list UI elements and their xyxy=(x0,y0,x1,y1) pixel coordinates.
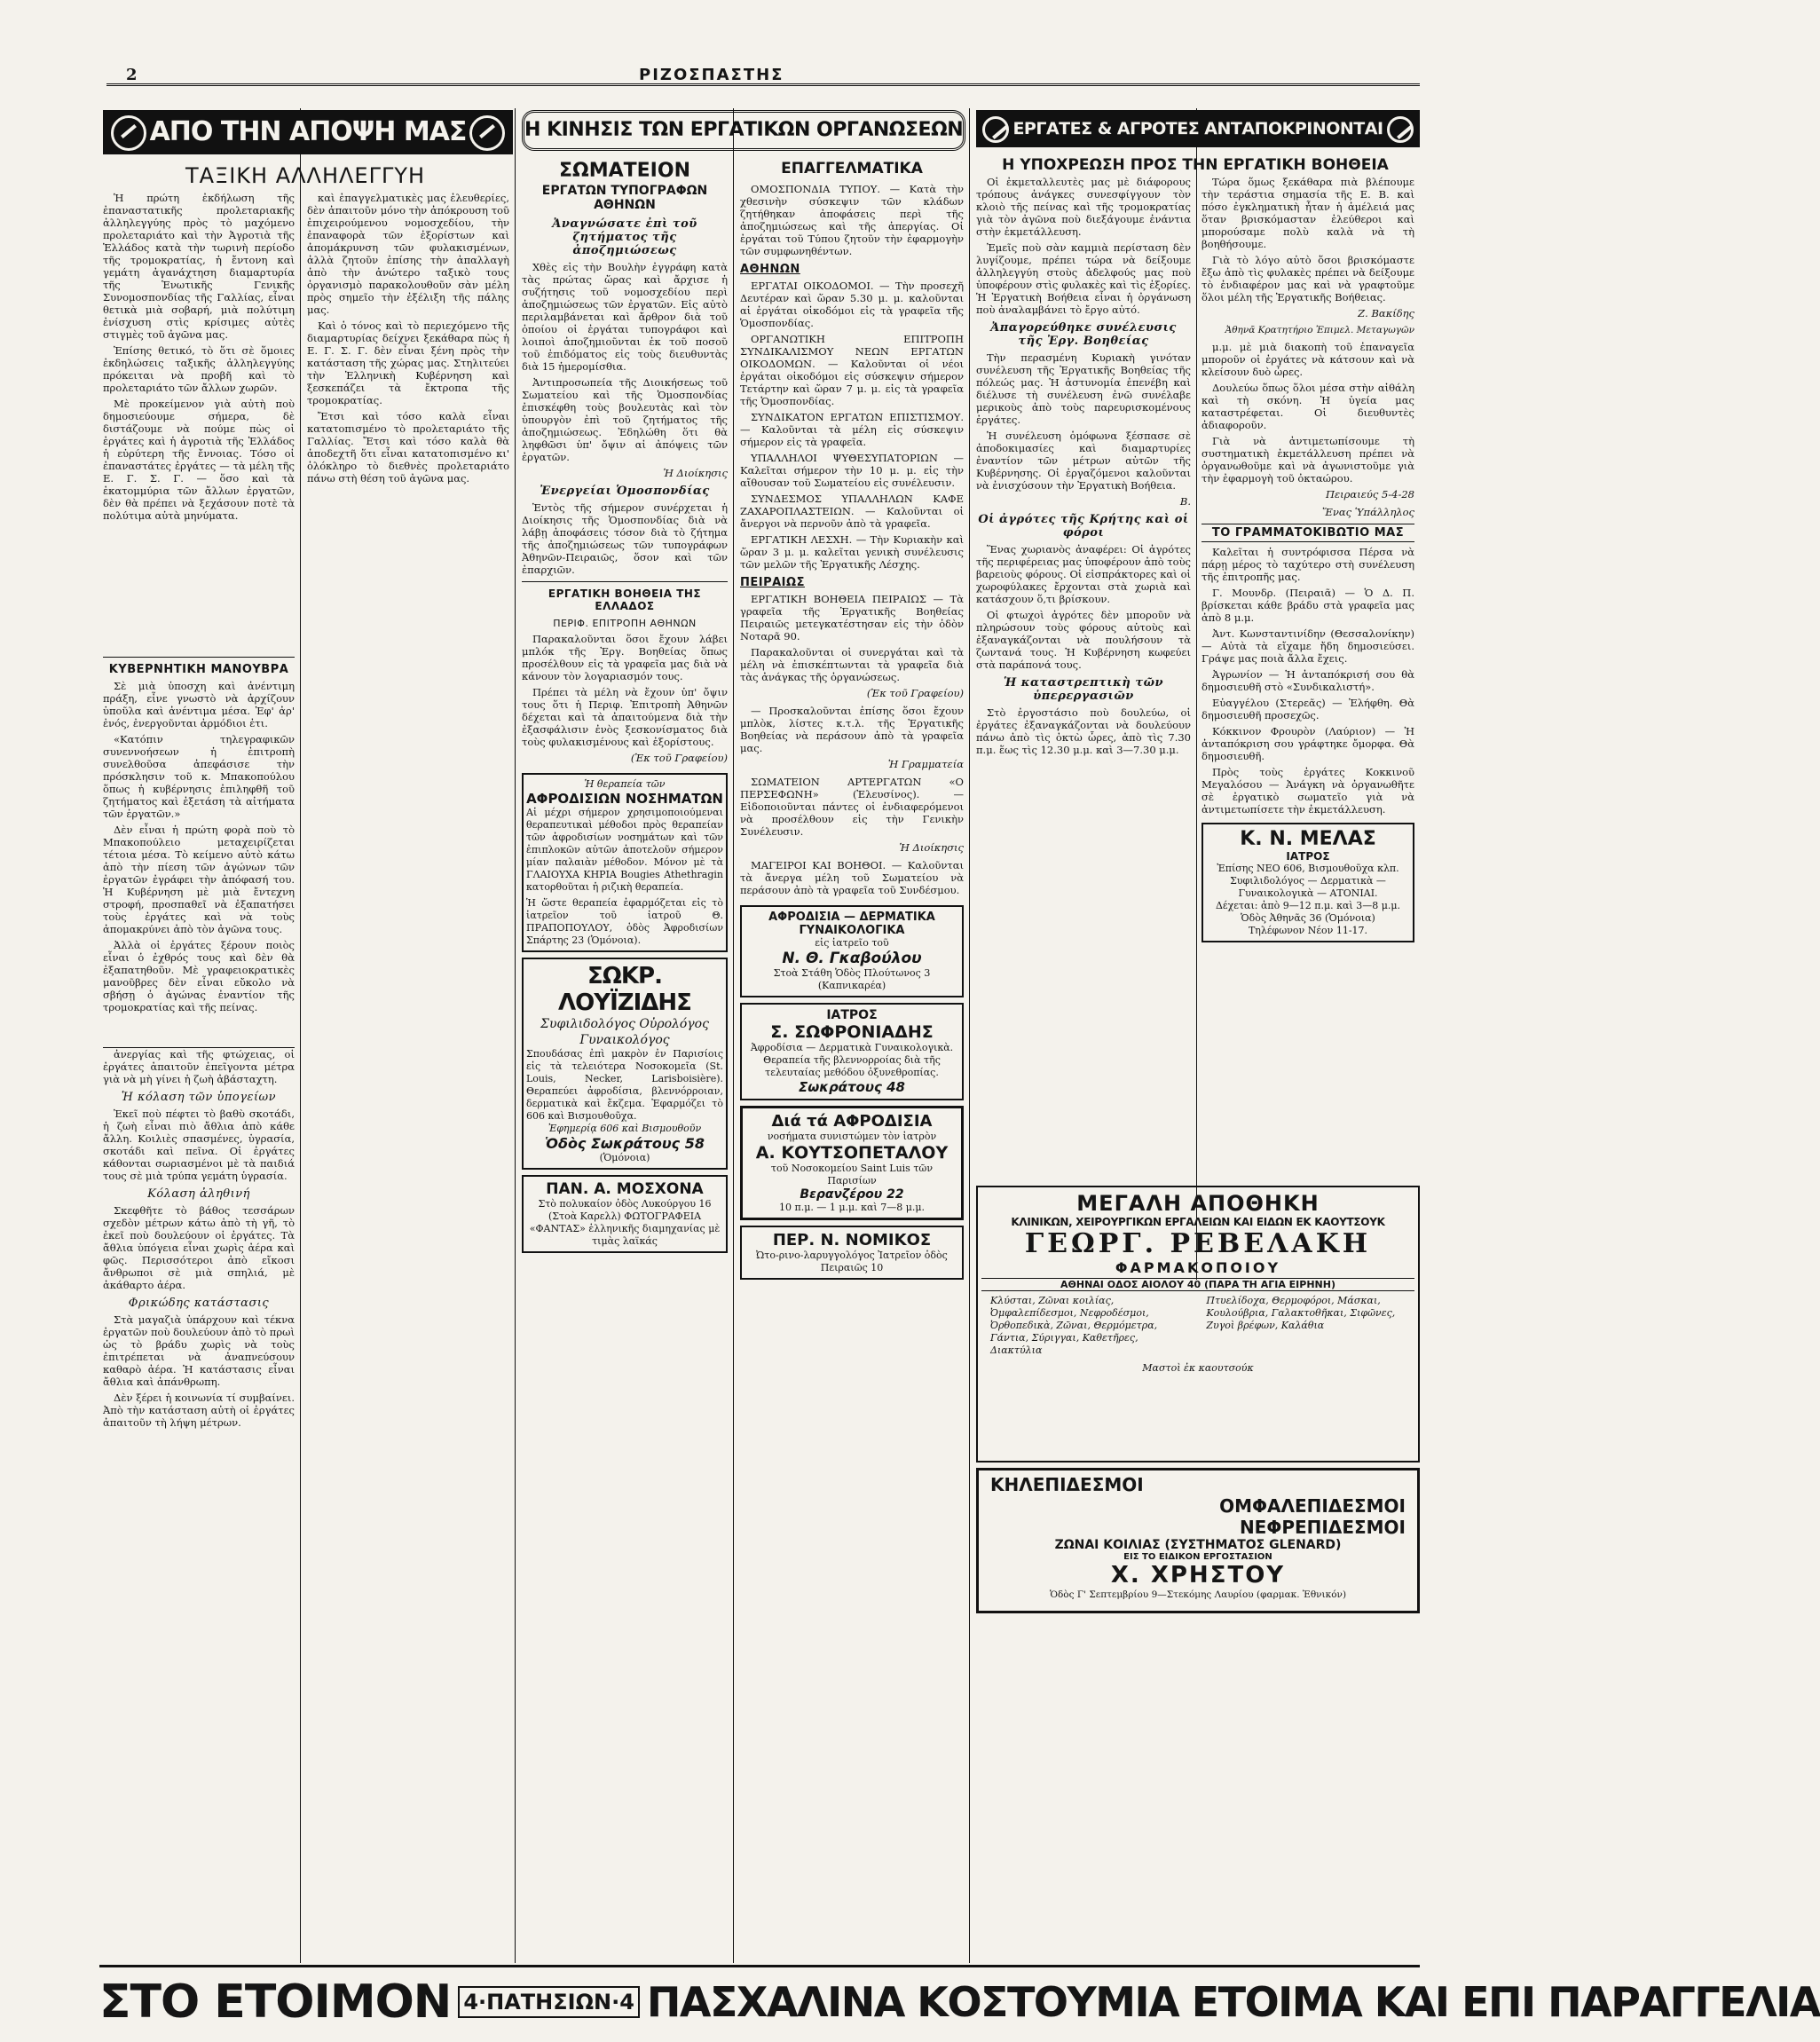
section-heading: ΑΘΗΝΩΝ xyxy=(740,263,800,276)
paragraph: ΥΠΑΛΛΗΛΟΙ ΨΥΘΕΣΥΠΑΤΟΡΙΩΝ — Καλεῖται σήμερον τὴν 10 μ. μ. εἰς τὴν αἴθουσαν τοῦ Σωματείου εἰς συνέλευσιν. xyxy=(740,452,964,489)
subheading: Ἡ κόλαση τῶν ὑπογείων xyxy=(121,1091,277,1104)
advertisement-pharmacy xyxy=(976,1186,1420,1463)
ad-role: ΦΑΡΜΑΚΟΠΟΙΟΥ xyxy=(1115,1259,1281,1276)
ad-line: ΖΩΝΑΙ ΚΟΙΛΙΑΣ (ΣΥΣΤΗΜΑΤΟΣ GLENARD) xyxy=(1054,1538,1342,1552)
paragraph: Ἡ πρώτη ἐκδήλωση τῆς ἐπαναστατικῆς προλεταριακῆς ἀλληλεγγύης πρὸς τὸ μαχόμενο προλεταριάτο καὶ τὴν Ἀγροτιὰ τῆς Ἑλλάδος κατὰ τὴν τωρινὴ περίοδο τῆς τρομοκρατίας, ἡ ἔντονη καὶ γεμάτη ἀγανάχτηση διαμαρτυρία τῆς Ἑνωτικῆς Γενικῆς Συνομοσπονδίας τῆς Γαλλίας, εἶναι θετικὰ μιὰ σοβαρή, μιὰ πολύτιμη ἐνίσχυση στὶς κρίσιμες αὐτὲς στιγμὲς τοῦ ἀγῶνα μας. xyxy=(103,192,295,341)
section-banner-from-our-view: ΑΠΟ ΤΗΝ ΑΠΟΨΗ ΜΑΣ xyxy=(103,110,513,154)
paragraph: ΣΥΝΔΕΣΜΟΣ ΥΠΑΛΛΗΛΩΝ ΚΑΦΕ ΖΑΧΑΡΟΠΛΑΣΤΕΙΩΝ. — Καλοῦνται οἱ ἄνεργοι νὰ περνοῦν ἀπὸ τὰ γραφεῖα. xyxy=(740,493,964,530)
advertisement-bandages xyxy=(976,1468,1420,1613)
ad-name: ΠΕΡ. Ν. ΝΟΜΙΚΟΣ xyxy=(772,1231,932,1250)
paragraph: Οἱ ἐκμεταλλευτὲς μας μὲ διάφορους τρόπους ἀνάγκες συνεσφίγγουν τὸν κλοιὸ τῆς πείνας καὶ τῆς τρομοκρατίας γιὰ τὸν ἀγῶνα ποὺ διεξάγουμε ἐνάντια στὴν ἐκμετάλλευση. xyxy=(976,176,1191,238)
paragraph: Οἱ φτωχοὶ ἀγρότες δὲν μποροῦν νὰ πληρώσουν τοὺς φόρους αὐτοὺς καὶ ἐξαναγκάζονται νὰ πουλήσουν τὰ ζωντανά τους. Ἡ Κυβέρνηση κωφεύει στὰ παράπονά τους. xyxy=(976,609,1191,671)
bottom-advertisement-banner xyxy=(99,1965,1820,2037)
ad-text: εἰς ἰατρεῖο τοῦ xyxy=(815,937,889,949)
hammer-sickle-icon xyxy=(982,116,1009,143)
paragraph: Ἀντ. Κωνσταντινίδην (Θεσσαλονίκην) — Αὐτὰ τὰ εἴχαμε ἤδη δημοσιεύσει. Γράψε μας ποιὰ ἄλλα ἔχεις. xyxy=(1202,627,1414,665)
ad-name: Κ. Ν. ΜΕΛΑΣ xyxy=(1240,828,1376,850)
page-number: 2 xyxy=(126,66,138,84)
ad-title: ΜΕΓΑΛΗ ΑΠΟΘΗΚΗ xyxy=(1076,1191,1320,1216)
subheading: Ἀναγνώσατε ἐπὶ τοῦ ζητήματος τῆς ἀποζημιώσεως xyxy=(552,217,697,257)
hammer-sickle-icon xyxy=(469,115,505,151)
paragraph: Δουλεύω ὅπως ὅλοι μέσα στὴν αἰθάλη καὶ τὴ σκόνη. Ἡ ὑγεία μας καταστρέφεται. Οἱ διευθυντὲς ἀδιαφοροῦν. xyxy=(1202,382,1414,431)
note: (Ἐκ τοῦ Γραφείου) xyxy=(866,687,964,699)
ad-text: Ἐφημερίᾳ 606 καὶ Βισμουθοῦν xyxy=(548,1123,702,1134)
ad-subtitle: ΚΛΙΝΙΚΩΝ, ΧΕΙΡΟΥΡΓΙΚΩΝ ΕΡΓΑΛΕΙΩΝ ΚΑΙ ΕΙΔΩΝ ΕΚ ΚΑΟΥΤΣΟΥΚ xyxy=(1011,1216,1385,1228)
article-title: ΤΑΞΙΚΗ ΑΛΛΗΛΕΓΓΥΗ xyxy=(185,163,426,188)
paragraph: Παρακαλοῦνται οἱ συνεργάται καὶ τὰ μέλη νὰ ἐπισκέπτωνται τὰ γραφεῖα διὰ τὰς ἀνάγκας τῆς ὀργανώσεως. xyxy=(740,646,964,683)
ad-text: Ἀφροδίσια — Δερματικὰ Γυναικολογικὰ. Θεραπεία τῆς βλεννορροίας διὰ τῆς τελευταίας μεθόδου ὀξυνεθροπίας. xyxy=(750,1042,954,1078)
ad-subtitle: ΙΑΤΡΟΣ xyxy=(1286,850,1330,863)
article-column xyxy=(976,176,1191,1179)
ad-text: Ἡ ὥστε θεραπεία ἐφαρμόζεται εἰς τὸ ἰατρεῖον τοῦ ἰατροῦ Θ. ΠΡΑΠΟΠΟΥΛΟΥ, ὁδὸς Ἀφροδισίων Σπάρτης 23 (Ὁμόνοια). xyxy=(526,897,723,946)
paragraph: Πρέπει τὰ μέλη νὰ ἔχουν ὑπ' ὄψιν τους ὅτι ἡ Περιφ. Ἐπιτροπὴ Ἀθηνῶν δέχεται καὶ τὰ ἀπαιτούμενα διὰ τὴν ἐξασφάλισιν ἐνὸς ξεσκονίσματος διὰ τοὺς φυλακισμένους καὶ ἐξορίστους. xyxy=(522,686,728,748)
subheading: Ἐνεργείαι Ὁμοσπονδίας xyxy=(540,485,710,498)
paragraph: «Κατόπιν τηλεγραφικῶν συνεννοήσεων ἡ ἐπιτροπὴ συνελθοῦσα ἀπεφάσισε τὴν πρόσκλησιν τοῦ κ. Μπακοπούλου ὅπως ἡ κυβέρνησις ἐπιληφθῆ τοῦ ζητήματος καὶ ἐξετάση τὰ αἰτήματα τῶν ἐργατῶν.» xyxy=(103,733,295,820)
paragraph: ΜΑΓΕΙΡΟΙ ΚΑΙ ΒΟΗΘΟΙ. — Καλοῦνται τὰ ἄνεργα μέλη τοῦ Σωματείου νὰ περάσουν ἀπὸ τὰ γραφεῖα τοῦ Συνδέσμου. xyxy=(740,859,964,896)
banner-right-text: ΠΑΣΧΑΛΙΝΑ ΚΟΣΤΟΥΜΙΑ ΕΤΟΙΜΑ ΚΑΙ ΕΠΙ ΠΑΡΑΓΓΕΛΙΑ xyxy=(646,1978,1820,2026)
ad-text: Αἱ μέχρι σήμερον χρησιμοποιούμεναι θεραπευτικαὶ μέθοδοι πρὸς θεραπείαν τῶν ἀφροδισίων νοσημάτων καὶ τῶν ἐπιπλοκῶν αὐτῶν ἀποτελοῦν σήμερον μίαν παλαιὰν μέθοδον. Μόνον μὲ τὰ ΓΛΑΙΟΥΧΑ ΚΗΡΙΑ Bougies Athethragin κατορθοῦται ἡ ριζικὴ θεραπεία. xyxy=(526,807,723,893)
ad-title: ΑΦΡΟΔΙΣΙΑ — ΔΕΡΜΑΤΙΚΑ ΓΥΝΑΙΚΟΛΟΓΙΚΑ xyxy=(768,911,935,937)
article-column xyxy=(103,1047,295,1960)
section-heading: ΕΠΑΓΓΕΛΜΑΤΙΚΑ xyxy=(781,160,923,177)
advertisement xyxy=(740,905,964,997)
column-divider xyxy=(1196,108,1197,1280)
ad-footer: Μαστοὶ ἐκ καουτσούκ xyxy=(1142,1362,1254,1374)
paragraph: Ἀντιπροσωπεία τῆς Διοικήσεως τοῦ Σωματείου καὶ τῆς Ὁμοσπονδίας ἐπισκέφθη τοὺς βουλευτὰς καὶ τὸν ὑπουργὸν ἐπὶ τοῦ ζητήματος τῆς ἀποζημιώσεως. Ἐδηλώθη ὅτι θὰ ληφθῶσι ὑπ' ὄψιν αἱ ἀπόψεις τῶν ἐργατῶν. xyxy=(522,376,728,463)
ad-pretitle: Ἡ θεραπεία τῶν xyxy=(584,778,666,790)
ad-line: ΝΕΦΡΕΠΙΔΕΣΜΟΙ xyxy=(1239,1517,1406,1538)
paragraph: ΕΡΓΑΤΙΚΗ ΛΕΣΧΗ. — Τὴν Κυριακὴν καὶ ὥραν 3 μ. μ. καλεῖται γενικὴ συνέλευσις τῶν μελῶν τῆς Ἐργατικῆς Λέσχης. xyxy=(740,533,964,571)
column-divider xyxy=(300,108,301,1963)
paragraph: Στὰ μαγαζιὰ ὑπάρχουν καὶ τέκνα ἐργατῶν ποὺ δουλεύουν ἀπὸ τὸ πρωὶ ὡς τὸ βράδυ χωρὶς νὰ τοὺς ἐπιτρέπεται νὰ ἀναπνεύσουν καθαρὸ ἀέρα. Ἡ κατάστασις εἶναι ἄθλια καὶ ἀπάνθρωπη. xyxy=(103,1313,295,1388)
section-heading: ΚΥΒΕΡΝΗΤΙΚΗ ΜΑΝΟΥΒΡΑ xyxy=(108,663,289,676)
paragraph: Γιὰ τὸ λόγο αὐτὸ ὅσοι βρισκόμαστε ἔξω ἀπὸ τὶς φυλακὲς πρέπει νὰ δείξουμε τὸ ἐνδιαφέρον μας καὶ νὰ γραφτοῦμε ὅλοι μέλη τῆς Ἐργατικῆς Βοήθειας. xyxy=(1202,254,1414,304)
ad-title: Διά τά ΑΦΡΟΔΙΣΙΑ xyxy=(771,1112,933,1131)
paragraph: Καλεῖται ἡ συντρόφισσα Πέρσα νὰ πάρῃ μέρος τὸ ταχύτερο στὴ συνέλευση τῆς ἐπιτροπῆς μας. xyxy=(1202,546,1414,583)
paragraph: Εὐαγγέλου (Στερεᾶς) — Ἐλήφθη. Θὰ δημοσιευθῆ προσεχῶς. xyxy=(1202,697,1414,721)
ad-hours: Δέχεται: ἀπὸ 9—12 π.μ. καὶ 3—8 μ.μ. Ὁδὸς Ἀθηνᾶς 36 (Ὁμόνοια) xyxy=(1215,900,1401,924)
banner-left-text: ΣΤΟ ΕΤΟΙΜΟΝ xyxy=(99,1975,452,2029)
column-divider xyxy=(733,108,734,1963)
ad-address: Σωκράτους 48 xyxy=(799,1079,905,1095)
paragraph: — Προσκαλοῦνται ἐπίσης ὅσοι ἔχουν μπλὸκ, λίστες κ.τ.λ. τῆς Ἐργατικῆς Βοηθείας νὰ περάσουν ἀπὸ τὰ γραφεῖα μας. xyxy=(740,705,964,754)
paragraph: ΕΡΓΑΤΑΙ ΟΙΚΟΔΟΜΟΙ. — Τὴν προσεχῆ Δευτέραν καὶ ὥραν 5.30 μ. μ. καλοῦνται αἱ ἐργάται οἰκοδόμοι εἰς τὰ γραφεῖα τῆς Ὁμοσπονδίας. xyxy=(740,280,964,329)
article-column xyxy=(307,192,509,649)
article-column xyxy=(740,160,964,1961)
ad-text: Ἐπίσης ΝΕΟ 606, Βισμουθοῦχα κλπ. Συφιλιδολόγος — Δερματικὰ — Γυναικολογικὰ — ΑΤΟΝΙΑΙ. xyxy=(1217,863,1399,899)
ad-address: Ὁδὸς Σωκράτους 58 xyxy=(545,1135,705,1152)
ad-title: ΑΦΡΟΔΙΣΙΩΝ ΝΟΣΗΜΑΤΩΝ xyxy=(526,791,723,807)
paragraph: Ἐμεῖς ποὺ σὰν καμμιὰ περίσταση δὲν λυγίζουμε, πρέπει τώρα νὰ δείξουμε ἀλληλεγγύη στοὺς ἀδελφούς μας ποὺ ὑποφέρουν στὶς φυλακὲς καὶ τὶς ἐξορίες. Ἡ Ἐργατικὴ Βοήθεια εἶναι ἡ ὀργάνωση ποὺ ἀναλαμβάνει τὸ ἔργο αὐτό. xyxy=(976,241,1191,316)
subheading: Οἱ ἀγρότες τῆς Κρήτης καὶ οἱ φόροι xyxy=(978,513,1189,540)
ad-text: Στὸ πολυκαίον ὁδὸς Λυκούργου 16 (Στοὰ Καρελλ) ΦΩΤΟΓΡΑΦΕΙΑ «ΦΑΝΤΑΣ» ἑλληνικῆς διαμηχανίας μὲ τιμὰς λαϊκάς xyxy=(529,1198,721,1247)
ad-name: Σ. ΣΩΦΡΟΝΙΑΔΗΣ xyxy=(770,1022,934,1042)
ad-subtitle: Συφιλιδολόγος Οὐρολόγος Γυναικολόγος xyxy=(540,1017,709,1047)
paragraph: Τώρα ὅμως ξεκάθαρα πιὰ βλέπουμε τὴν τεράστια σημασία τῆς Ε. Β. καὶ πόσο ἐγκληματικὴ ἦταν ἡ ἀμέλειά μας ὅταν βρισκόμασταν ἐλεύθεροι καὶ μπορούσαμε πολὺ καλὰ νὰ τὴ βοηθήσουμε. xyxy=(1202,176,1414,250)
section-banner-correspondents: ΕΡΓΑΤΕΣ & ΑΓΡΟΤΕΣ ΑΝΤΑΠΟΚΡΙΝΟΝΤΑΙ xyxy=(976,110,1420,147)
ad-title: ΣΩΚΡ. ΛΟΥΪΖΙΔΗΣ xyxy=(558,963,691,1016)
paragraph: Ἀλλὰ οἱ ἐργάτες ξέρουν ποιὸς εἶναι ὁ ἐχθρός τους καὶ δὲν θὰ ἐξαπατηθοῦν. Μὲ γραφειοκρατικὲς μανοῦβρες δὲν εἶναι εὔκολο νὰ σβήσῃ ὁ ἀγώνας ἐναντίον τῆς τρομοκρατίας καὶ τῆς πείνας. xyxy=(103,939,295,1013)
advertisement xyxy=(1202,823,1414,942)
banner-address: 4·ΠΑΤΗΣΙΩΝ·4 xyxy=(458,1986,640,2018)
column-divider xyxy=(515,108,516,1963)
section-banner-workers-movement: Η ΚΙΝΗΣΙΣ ΤΩΝ ΕΡΓΑΤΙΚΩΝ ΟΡΓΑΝΩΣΕΩΝ xyxy=(522,110,965,151)
paragraph: Παρακαλοῦνται ὅσοι ἔχουν λάβει μπλόκ τῆς Ἐργ. Βοηθείας ὅπως προσέλθουν εἰς τὰ γραφεῖα μας διὰ νὰ κάνουν τὸν λογαριασμόν τους. xyxy=(522,633,728,682)
ad-line: ΚΗΛΕΠΙΔΕΣΜΟΙ xyxy=(990,1474,1144,1495)
ad-title: ΙΑΤΡΟΣ xyxy=(826,1008,878,1022)
paragraph: Ἀγρωνίον — Ἡ ἀνταπόκρισή σου θὰ δημοσιευθῆ στὸ «Συνδικαλιστή». xyxy=(1202,668,1414,693)
paragraph: Σὲ μιὰ ὑποσχη καὶ ἀνέντιμη πράξη, εἶνε γνωστὸ νὰ ἀρχίζουν ὑποῦλα καὶ ἀνέντιμα μέσα. Ἐφ' ἀρ' ἐνός, ἐνεργοῦνται ἀρμόδιοι ἐτι. xyxy=(103,680,295,729)
ad-name: Ν. Θ. Γκαβούλου xyxy=(782,950,922,967)
ad-text: τοῦ Νοσοκομείου Saint Luis τῶν Παρισίων xyxy=(770,1163,934,1187)
paragraph: Κόκκινον Φρουρὸν (Λαύριον) — Ἡ ἀνταπόκριση σου γράφτηκε ὄμορφα. Θὰ δημοσιευθῆ. xyxy=(1202,725,1414,762)
paragraph: καὶ ἐπαγγελματικὲς μας ἐλευθερίες, δὲν ἀπαιτοῦν μόνο τὴν ἀπόκρουση τοῦ ἐπιχειρούμενου νομοσχεδίου, τὴν ἐπαναφορὰ τῶν ἐξορίστων καὶ ἀπομάκρυνση τῶν φυλακισμένων, ἀλλὰ ζητοῦν ἐπίσης τὴν ἀπαλλαγὴ ἀπὸ τὴν ἀνώτερο ταξικὸ τους ὀργανισμὸ παρακολουθοῦν σὰν μέλη πρὸς σημεῖο τὴν ἐξέλιξη τῆς πάλης μας. xyxy=(307,192,509,316)
paragraph: Ἡ συνέλευση ὁμόφωνα ξέσπασε σὲ ἀποδοκιμασίες καὶ διαμαρτυρίες ἐναντίον τῶν μέτρων αὐτῶν τῆς Κυβέρνησης. Οἱ ἐργαζόμενοι καλοῦνται νὰ ἐνισχύσουν τὴν Ἐργατικὴ Βοήθεια. xyxy=(976,430,1191,492)
paragraph: Καὶ ὁ τόνος καὶ τὸ περιεχόμενο τῆς διαμαρτυρίας δείχνει ξεκάθαρα πὼς ἡ Ε. Γ. Σ. Γ. δὲν εἶναι ξένη πρὸς τὴν κατάσταση τῆς χώρας μας. Στηλιτεύει τὴν Ἑλληνικὴ Κυβέρνηση καὶ ξεσκεπάζει τὰ ἔκτροπα τῆς τρομοκρατίας. xyxy=(307,319,509,406)
article-column xyxy=(103,192,295,649)
signature: Ἡ Γραμματεία xyxy=(887,758,964,770)
ad-hours: 10 π.μ. — 1 μ.μ. καὶ 7—8 μ.μ. xyxy=(778,1202,926,1213)
paragraph: Χθὲς εἰς τὴν Βουλὴν ἐγγράφη κατὰ τὰς πρώτας ὥρας καὶ ἄρχισε ἡ συζήτησις τοῦ νομοσχεδίου περὶ ἀποζημιώσεως τῶν ἐργατῶν. Εἰς αὐτὸ περιλαμβάνεται καὶ ἄρθρον διὰ τοῦ ὁποίου οἱ ἐργάται τυπογράφοι καὶ λοιποὶ ἀποζημιοῦνται ἐκ τοῦ ποσοῦ τοῦ ἐπιδόματος εἰς τοὺς διευθυντὰς διὰ 15 ἡμερομίσθια. xyxy=(522,261,728,373)
paragraph: Γιὰ νὰ ἀντιμετωπίσουμε τὴ συστηματικὴ ἐκμετάλλευση πρέπει νὰ ὀργανωθοῦμε καὶ νὰ ἀγωνιστοῦμε γιὰ τὴν ἐφαρμογὴ τοῦ ὀκταώρου. xyxy=(1202,435,1414,485)
ad-address: ΑΘΗΝΑΙ ΟΔΟΣ ΑΙΟΛΟΥ 40 (ΠΑΡΑ ΤΗ ΑΓΙΑ ΕΙΡΗΝΗ) xyxy=(981,1278,1414,1291)
paragraph: ΣΩΜΑΤΕΙΟΝ ΑΡΤΕΡΓΑΤΩΝ «Ο ΠΕΡΣΕΦΩΝΗ» (Ἐλευσίνος). — Εἰδοποιοῦνται πάντες οἱ ἐνδιαφερόμενοι νὰ προσέλθουν εἰς τὴν Γενικὴν Συνέλευσιν. xyxy=(740,776,964,838)
ad-text: νοσήματα συνιστώμεν τὸν ἰατρὸν xyxy=(767,1131,937,1142)
ad-line: ΕΙΣ ΤΟ ΕΙΔΙΚΟΝ ΕΡΓΟΣΤΑΣΙΟΝ xyxy=(1123,1552,1272,1562)
column-divider xyxy=(969,108,970,1963)
paragraph: ΕΡΓΑΤΙΚΗ ΒΟΗΘΕΙΑ ΠΕΙΡΑΙΩΣ — Τὰ γραφεῖα τῆς Ἐργατικῆς Βοηθείας Πειραιῶς μετεγκατέστησαν εἰς τὴν ὁδὸν Νοταρᾶ 90. xyxy=(740,593,964,643)
subheading: Ἡ καταστρεπτικὴ τῶν ὑπερεργασιῶν xyxy=(1003,676,1164,703)
advertisement xyxy=(522,1175,728,1253)
section-heading: ΕΡΓΑΤΙΚΗ ΒΟΗΘΕΙΑ ΤΗΣ ΕΛΛΑΔΟΣ xyxy=(548,587,702,612)
ad-address: Στοὰ Στάθη Ὁδὸς Πλούτωνος 3 (Καπνικαρέα) xyxy=(773,967,931,991)
ad-items-list: Κλύσται, Ζῶναι κοιλίας, Ὀμφαλεπίδεσμοι, Νεφροδέσμοι, Ὀρθοπεδικὰ, Ζῶναι, Θερμόμετρα, Γάντια, Σύριγγαι, Καθετῆρες, Διακτύλια xyxy=(990,1295,1158,1356)
ad-items-list: Πτυελίδοχα, Θερμοφόροι, Μάσκαι, Κουλούβρια, Γαλακτοθῆκαι, Σιφῶνες, Ζυγοὶ βρέφων, Καλάθια xyxy=(1206,1295,1396,1331)
hammer-sickle-icon xyxy=(1387,116,1414,143)
advertisement xyxy=(740,1106,964,1220)
signature-note: Ἀθηνᾶ Κρατητήριο Ἐπιμελ. Μεταγωγῶν xyxy=(1225,325,1414,335)
subheading: Φρικώδης κατάστασις xyxy=(128,1297,270,1310)
paragraph: ΟΡΓΑΝΩΤΙΚΗ ΕΠΙΤΡΟΠΗ ΣΥΝΔΙΚΑΛΙΣΜΟΥ ΝΕΩΝ ΕΡΓΑΤΩΝ ΟΙΚΟΔΟΜΩΝ. — Καλοῦνται οἱ νέοι ἐργάται οἰκοδόμοι εἰς σύσκεψιν σήμερον Τετάρτην καὶ ὥραν 7 μ. μ. εἰς τὰ γραφεῖα τῆς Ὁμοσπονδίας. xyxy=(740,333,964,407)
ad-name: ΓΕΩΡΓ. ΡΕΒΕΛΑΚΗ xyxy=(1024,1228,1372,1259)
ad-line: ΟΜΦΑΛΕΠΙΔΕΣΜΟΙ xyxy=(1219,1495,1406,1517)
ad-text: (Ὁμόνοια) xyxy=(599,1152,650,1163)
signature: Πειραιεύς 5-4-28 xyxy=(1325,488,1414,501)
subheading: ΠΕΡΙΦ. ΕΠΙΤΡΟΠΗ ΑΘΗΝΩΝ xyxy=(553,618,697,629)
paragraph: Ἐντὸς τῆς σήμερον συνέρχεται ἡ Διοίκησις τῆς Ὁμοσπονδίας διὰ νὰ λάβῃ ἀποφάσεις τόσον διὰ τὸ ζήτημα τῆς ἀποζημιώσεως τῶν τυπογράφων Ἀθηνῶν-Πειραιῶς, ὅσον καὶ τῶν ἐπαρχιῶν. xyxy=(522,501,728,576)
paragraph: Σκεφθῆτε τὸ βάθος τεσσάρων σχεδὸν μέτρων κάτω ἀπὸ τὴ γῆ, τὸ ἐκεῖ ποὺ δουλεύουν οἱ ἐργάτες. Τὰ ἄθλια ὑπόγεια εἶναι χωρὶς ἀέρα καὶ φῶς. Περισσότεροι ἀπὸ εἴκοσι ἄνθρωποι σὲ μιὰ σπηλιά, μὲ ἀκάθαρτο ἀέρα. xyxy=(103,1204,295,1291)
paragraph: Μὲ προκείμενον γιὰ αὐτὴ ποὺ δημοσιεύουμε σήμερα, δὲ διστάζουμε νὰ πούμε πὼς οἱ ἐργάτες καὶ ἡ ἀγροτιὰ τῆς Ἑλλάδος ἡ εὐρύτερη τῆς ἔννοιας. Τόσο οἱ ἐπαναστάτες ἐργάτες — τὰ μέλη τῆς Ε. Γ. Σ. Γ. — ὅσο καὶ τὰ ἐκατομμύρια τῶν ἄλλων ἐργατῶν, δὲν θὰ πρέπει νὰ ξεχάσουν ποτὲ τὰ πολύτιμα αὐτὰ μηνύματα. xyxy=(103,398,295,522)
section-heading: ΣΩΜΑΤΕΙΟΝ xyxy=(559,160,690,182)
ad-phone: Τηλέφωνον Νέον 11-17. xyxy=(1248,925,1368,936)
paragraph: ΣΥΝΔΙΚΑΤΟΝ ΕΡΓΑΤΩΝ ΕΠΙΣΤΙΣΜΟΥ. — Καλοῦνται τὰ μέλη εἰς σύσκεψιν σήμερον εἰς τὰ γραφεῖα. xyxy=(740,411,964,448)
paragraph: μ.μ. μὲ μιὰ διακοπὴ τοῦ ἐπαναγεῖα μποροῦν οἱ ἐργάτες νὰ κάτσουν καὶ νὰ κλείσουν δυὸ ὧρες. xyxy=(1202,341,1414,378)
paragraph: Τὴν περασμένη Κυριακὴ γινόταν συνέλευση τῆς Ἐργατικῆς Βοηθείας τῆς πόλεώς μας. Ἡ ἀστυνομία ἐπενέβη καὶ διέλυσε τὴ συνέλευση ἐνῶ συνέλαβε μερικοὺς ἀπὸ τοὺς παρευρισκομένους ἐργάτες. xyxy=(976,351,1191,426)
note: (Ἐκ τοῦ Γραφείου) xyxy=(630,752,728,764)
divider xyxy=(522,581,728,582)
subheading: Ἀπαγορεύθηκε συνέλευσις τῆς Ἐργ. Βοηθείας xyxy=(990,321,1177,348)
paragraph: Πρὸς τοὺς ἐργάτες Κοκκινοῦ Μεγαλόσου — Ἀνάγκη νὰ ὀργανωθῆτε σὲ ἐργατικὸ σωματεῖο γιὰ νὰ ἀντιμετωπίσετε τὴν ἐκμετάλλευση. xyxy=(1202,766,1414,816)
advertisement xyxy=(522,958,728,1170)
signature: Ζ. Βακίδης xyxy=(1358,307,1414,319)
paragraph: Δὲν ξέρει ἡ κοινωνία τί συμβαίνει. Ἀπὸ τὴν κατάσταση αὐτὴ οἱ ἐργάτες ἀπαιτοῦν τὴ λήψη μέτρων. xyxy=(103,1392,295,1429)
ad-text: Σπουδάσας ἐπὶ μακρὸν ἐν Παρισίοις εἰς τὰ τελειότερα Νοσοκομεῖα (St. Louis, Necker, Larisboisière). Θεραπεύει ἀφροδίσια, βλεννόρροιαν, δερματικὰ καὶ ἔκζεμα. Ἐφαρμόζει τὸ 606 καὶ Βισμουθοῦχα. xyxy=(526,1048,723,1122)
section-heading: ΤΟ ΓΡΑΜΜΑΤΟΚΙΒΩΤΙΟ ΜΑΣ xyxy=(1202,524,1414,542)
section-heading: ΠΕΙΡΑΙΩΣ xyxy=(740,576,805,589)
advertisement xyxy=(740,1003,964,1100)
article-column xyxy=(1202,176,1414,1179)
ad-address: Ὁδὸς Γ' Σεπτεμβρίου 9—Στεκόμης Λαυρίου (φαρμακ. Ἐθνικόν) xyxy=(1049,1589,1347,1600)
ad-title: ΠΑΝ. Α. ΜΟΣΧΟΝΑ xyxy=(546,1180,704,1198)
subheading: Κόλαση ἀληθινή xyxy=(147,1187,250,1201)
paragraph: ΟΜΟΣΠΟΝΔΙΑ ΤΥΠΟΥ. — Κατὰ τὴν χθεσινὴν σύσκεψιν τῶν κλάδων ζητήθηκαν ἀποφάσεις περὶ τῆς ἀποζημιώσεως καὶ τῆς ἀπεργίας. Οἱ ἐργάται τοῦ Τύπου ζητοῦν τὴν ἐφαρμογὴν τῶν συμφωνηθέντων. xyxy=(740,183,964,257)
paragraph: Ἐκεῖ ποὺ πέφτει τὸ βαθὺ σκοτάδι, ἡ ζωὴ εἶναι πιὸ ἄθλια ἀπὸ κάθε ἄλλη. Κοιλιὲς σπασμένες, ὑγρασία, σκοτάδι καὶ πεῖνα. Οἱ ἐργάτες κάθονται σωριασμένοι μὲ τὰ παιδιά τους σὲ μιὰ τρύπα γεμάτη ὑγρασία. xyxy=(103,1108,295,1182)
signature: Ἕνας Ὑπάλληλος xyxy=(1322,506,1414,518)
paper-name: ΡΙΖΟΣΠΑΣΤΗΣ xyxy=(639,66,784,84)
advertisement xyxy=(740,1226,964,1280)
paragraph: Δὲν εἶναι ἡ πρώτη φορὰ ποὺ τὸ Μπακοπούλειο μεταχειρίζεται τέτοια μέσα. Τὸ κείμενο αὐτὸ κάτω ἀπὸ τὴν πίεση τῶν ἀγώνων τῶν ἐργατῶν ἐγράφει τὴν ἀπόφασή του. Ἡ Κυβέρνηση μὲ μιὰ ἔντεχνη στροφή, προσπαθεῖ νὰ ἐξαπατήσει τοὺς ἐργάτες καὶ νὰ τοὺς ἀπομακρύνει ἀπὸ τὸν ἀγῶνα τους. xyxy=(103,824,295,935)
article-column xyxy=(103,657,295,1044)
ad-address: Βερανζέρου 22 xyxy=(800,1187,904,1202)
article-column xyxy=(522,160,728,1961)
hammer-sickle-icon xyxy=(111,115,146,151)
paragraph: Ἔτσι καὶ τόσο καλὰ εἶναι κατατοπισμένο τὸ προλεταριάτο τῆς Γαλλίας. Ἔτσι καὶ τόσο καλὰ θὰ ἀποδεχτῆ ὅτι εἶναι κατατοπισμένο κι' ὁλόκληρο τὸ διεθνὲς προλεταριάτο πάνω στὴ θέση τοῦ ἀγῶνα μας. xyxy=(307,410,509,485)
signature: Ἡ Διοίκησις xyxy=(663,467,728,479)
paragraph: Ἕνας χωριανὸς ἀναφέρει: Οἱ ἀγρότες τῆς περιφέρειας μας ὑποφέρουν ἀπὸ τοὺς βαρειοὺς φόρους. Οἱ εἰσπράκτορες καὶ οἱ χωροφύλακες ἔρχονται στὰ χωριὰ καὶ κατάσχουν ὅ,τι βρίσκουν. xyxy=(976,543,1191,605)
ad-text: Ὠτο-ρινο-λαρυγγολόγος Ἰατρεῖον ὁδὸς Πειραιῶς 10 xyxy=(756,1250,948,1273)
article-title: Η ΥΠΟΧΡΕΩΣΗ ΠΡΟΣ ΤΗΝ ΕΡΓΑΤΙΚΗ ΒΟΗΘΕΙΑ xyxy=(1002,156,1389,174)
paragraph: Γ. Μουνδρ. (Πειραιᾶ) — Ὁ Δ. Π. βρίσκεται κάθε βράδυ στὰ γραφεῖα μας ἀπὸ 8 μ.μ. xyxy=(1202,587,1414,624)
signature: Ἡ Διοίκησις xyxy=(899,841,964,854)
paragraph: Ἐπίσης θετικό, τὸ ὅτι σὲ ὅμοιες ἐκδηλώσεις ταξικῆς ἀλληλεγγύης πρόκειται νὰ προβῆ καὶ τὸ προλεταριάτο τῶν ἄλλων χωρῶν. xyxy=(103,344,295,394)
advertisement xyxy=(522,773,728,952)
paragraph: Στὸ ἐργοστάσιο ποὺ δουλεύω, οἱ ἐργάτες ἐξαναγκάζονται νὰ δουλεύουν πάνω ἀπὸ τὶς ὀκτὼ ὧρες, ἀπὸ τὶς 7.30 π.μ. ἕως τὶς 12.30 μ.μ. καὶ 3—7.30 μ.μ. xyxy=(976,706,1191,756)
section-heading: ΕΡΓΑΤΩΝ ΤΥΠΟΓΡΑΦΩΝ ΑΘΗΝΩΝ xyxy=(541,184,708,212)
signature: Β. xyxy=(1179,495,1191,508)
ad-name: Α. ΚΟΥΤΣΟΠΕΤΑΛΟΥ xyxy=(755,1143,949,1163)
paragraph: ἀνεργίας καὶ τῆς φτώχειας, οἱ ἐργάτες ἀπαιτοῦν ἐπεῖγοντα μέτρα γιὰ νὰ μὴ γίνει ἡ ζωὴ ἀβάσταχτη. xyxy=(103,1048,295,1085)
ad-name: Χ. ΧΡΗΣΤΟΥ xyxy=(1110,1562,1286,1589)
